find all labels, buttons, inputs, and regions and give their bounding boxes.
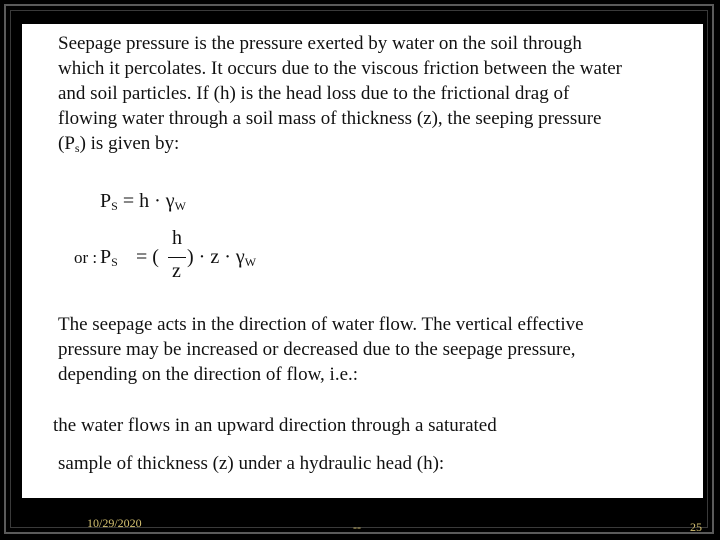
fraction-numerator: h (172, 227, 182, 249)
seepage-direction-paragraph (58, 312, 584, 387)
sample-thickness-text: sample of thickness (z) under a hydraulic head (h): (58, 453, 445, 474)
upward-flow-text: the water flows in an upward direction through a saturated (53, 415, 497, 436)
intro-line-4: flowing water through a soil mass of thickness (z), the seeping pressure (58, 108, 602, 129)
slide-content (22, 24, 703, 498)
equation-prefix: or : (74, 248, 98, 267)
footer-page-number: 25 (690, 520, 702, 534)
equation-rest: ) · $z \cdot \gamma_W$ (187, 246, 257, 269)
equation-lhs: $P_S$ (100, 246, 118, 269)
para2-line-1: The seepage acts in the direction of water flow. The vertical effective (58, 314, 584, 335)
equation-seepage-pressure-alt (74, 227, 294, 286)
intro-line-1: Seepage pressure is the pressure exerted by water on the soil through (58, 33, 582, 54)
fraction-bar (168, 257, 186, 258)
intro-line-5: $(P_s)$ is given by: (58, 133, 180, 155)
equation-seepage-pressure: $P_S = h \cdot \gamma_W$ (100, 190, 186, 213)
equation-equals: = ( (136, 246, 159, 268)
footer-center: -- (353, 520, 361, 534)
intro-line-3: and soil particles. If (h) is the head loss due to the frictional drag of (58, 83, 570, 104)
intro-paragraph (58, 31, 622, 161)
fraction-denominator: z (172, 260, 181, 282)
para2-line-2: pressure may be increased or decreased due to the seepage pressure, (58, 339, 576, 360)
intro-line-2: which it percolates. It occurs due to the viscous friction between the water (58, 58, 622, 79)
footer-date: 10/29/2020 (87, 516, 142, 530)
para2-line-3: depending on the direction of flow, i.e.: (58, 364, 359, 385)
